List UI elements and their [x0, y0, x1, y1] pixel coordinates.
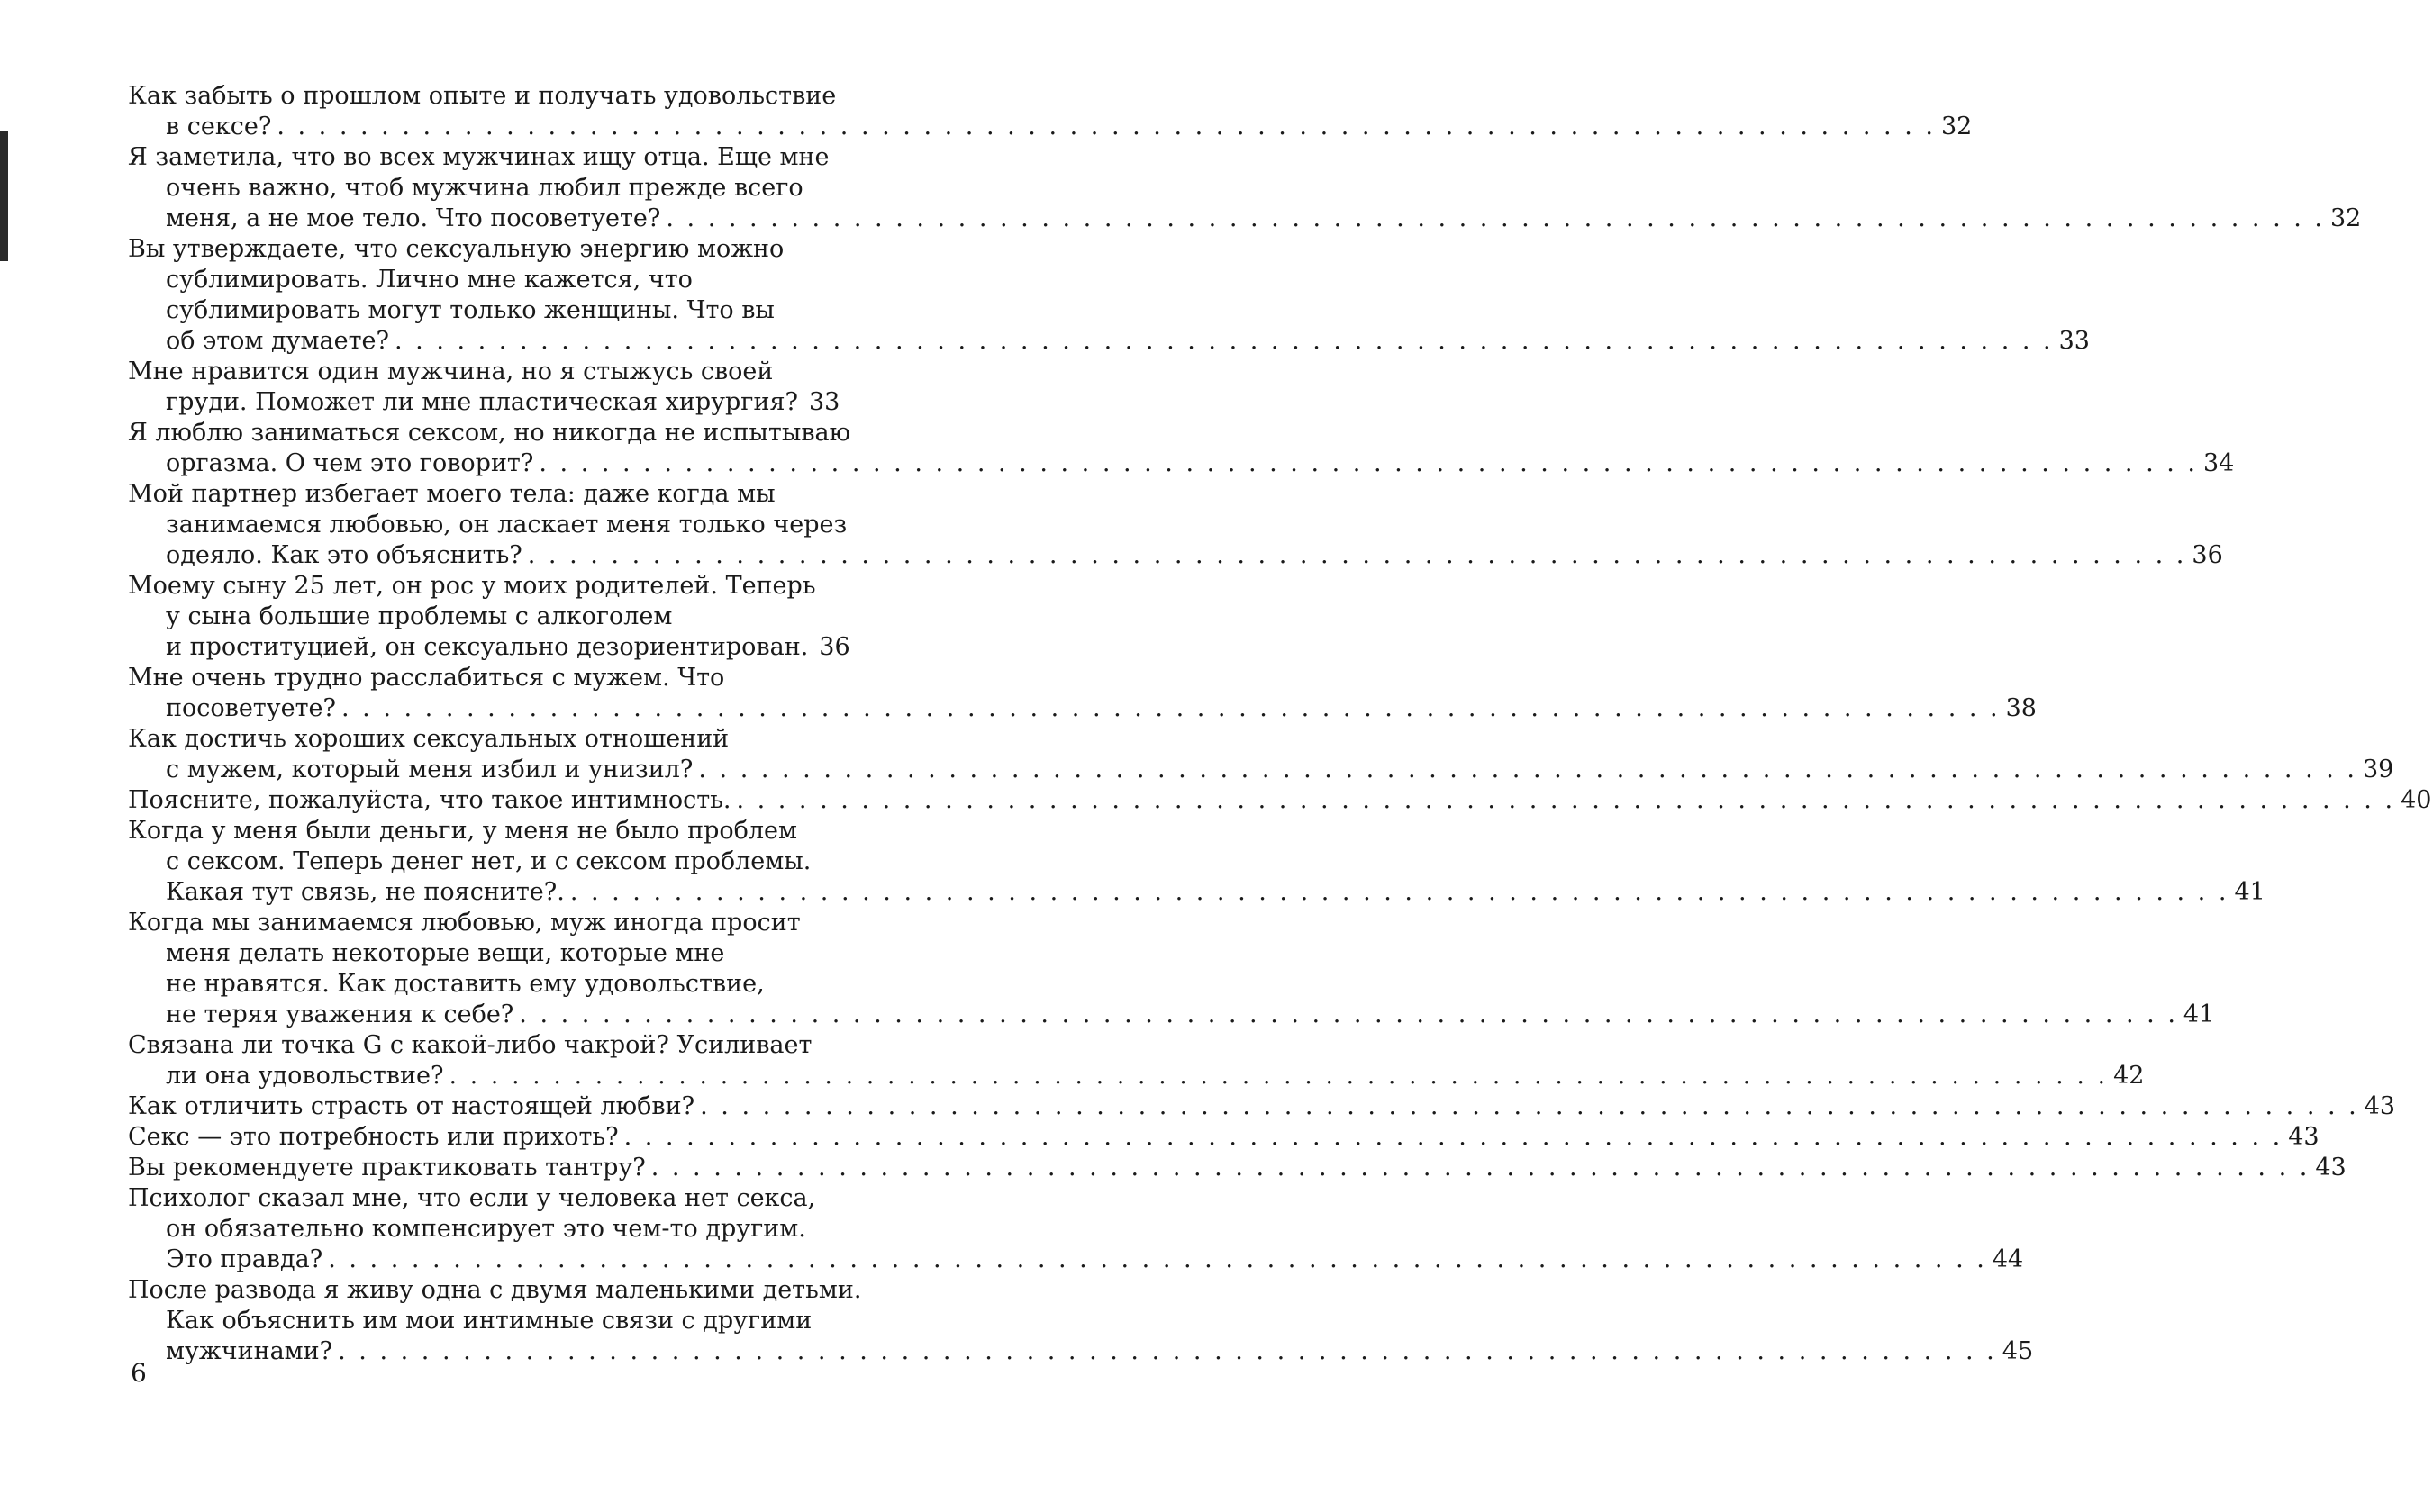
toc-entry-last-line	[128, 1061, 2145, 1091]
dot-leader: . . . . . . . . . . . . . . . . . . . . . . . . . . . . . . . . . . . . . . . . . . . . . . . . . . . . . . . . . . . . . . . . . . . . . . . . . . . . . . . .	[341, 694, 2001, 722]
dot-leader: . . . . . . . . . . . . . . . . . . . . . . . . . . . . . . . . . . . . . . . . . . . . . . . . . . . . . . . . . . . . . . . . . . . . . . . . . . . . . . . .	[338, 1337, 1997, 1365]
toc-entry-line: не нравятся. Как доставить ему удовольствие,	[166, 970, 765, 998]
toc-entry[interactable]	[128, 908, 2215, 1030]
toc-entry-page-number: 43	[2288, 1123, 2320, 1151]
toc-entry-line: Вы утверждаете, что сексуальную энергию можно	[128, 235, 785, 263]
toc-entry-title-end: Какая тут связь, не поясните?.	[166, 878, 565, 906]
toc-entry-title-end: посоветуете?	[166, 694, 336, 722]
dot-leader: . . . . . . . . . . . . . . . . . . . . . . . . . . . . . . . . . . . . . . . . . . . . . . . . . . . . . . . . . . . . . . . . . . . . . . . . . . . . . . . .	[449, 1062, 2109, 1090]
toc-entry-line: Мне нравится один мужчина, но я стыжусь своей	[128, 358, 774, 385]
toc-entry-page-number: 43	[2364, 1092, 2396, 1120]
toc-entry-line: очень важно, чтоб мужчина любил прежде всего	[166, 174, 803, 202]
dot-leader: . . . . . . . . . . . . . . . . . . . . . . . . . . . . . . . . . . . . . . . . . . . . . . . . . . . . . . . . . . . . . . . . . . . . . . . . . . . . . . . .	[539, 449, 2198, 477]
toc-entry[interactable]	[128, 663, 2037, 724]
toc-entry-page-number: 36	[2192, 541, 2223, 569]
toc-entry-last-line	[128, 877, 2265, 908]
toc-entry-line: Мне очень трудно расслабиться с мужем. Что	[128, 664, 725, 692]
toc-entry-last-line	[128, 448, 2235, 479]
toc-entry-page-number: 38	[2005, 694, 2037, 722]
toc-entry-last-line	[128, 1153, 2347, 1183]
toc-entry-line: Я заметила, что во всех мужчинах ищу отца. Еще мне	[128, 143, 830, 171]
toc-entry-last-line	[128, 112, 1973, 142]
toc-entry-page-number: 36	[819, 633, 850, 661]
toc-entry-line: Моему сыну 25 лет, он рос у моих родителей. Теперь	[128, 572, 816, 600]
toc-entry-last-line	[128, 1336, 2034, 1367]
toc-entry-title-end: ли она удовольствие?	[166, 1062, 444, 1090]
toc-entry-line: он обязательно компенсирует это чем-то другим.	[166, 1215, 806, 1243]
toc-entry[interactable]	[128, 1153, 2347, 1183]
toc-entry-line: меня делать некоторые вещи, которые мне	[166, 939, 725, 967]
dot-leader: . . . . . . . . . . . . . . . . . . . . . . . . . . . . . . . . . . . . . . . . . . . . . . . . . . . . . . . . . . . . . . . . . . . . . . . . . . . . . . . .	[650, 1154, 2310, 1182]
toc-entry-line: у сына большие проблемы с алкоголем	[166, 602, 673, 630]
toc-entry[interactable]	[128, 234, 2090, 357]
dot-leader: . . . . . . . . . . . . . . . . . . . . . . . . . . . . . . . . . . . . . . . . . . . . . . . . . . . . . . . . . . . . . . . . . . . . . . . . . . . . . . . .	[623, 1123, 2283, 1151]
toc-entry-page-number: 32	[2330, 204, 2362, 232]
toc-entry-title-end: с мужем, который меня избил и унизил?	[166, 756, 694, 783]
toc-entry-title-end: Это правда?	[166, 1245, 323, 1273]
dot-leader: . . . . . . . . . . . . . . . . . . . . . . . . . . . . . . . . . . . . . . . . . . . . . . . . . . . . . . . . . . . . . . . . . . . . . . . . . . . . . . . .	[700, 1092, 2359, 1120]
dot-leader: . . . . . . . . . . . . . . . . . . . . . . . . . . . . . . . . . . . . . . . . . . . . . . . . . . . . . . . . . . . . . . . . . . . . . . . . . . . . . . . .	[394, 327, 2054, 355]
toc-entry-title-end: об этом думаете?	[166, 327, 389, 355]
toc-entry-page-number: 34	[2202, 449, 2235, 477]
page-edge-mark	[0, 131, 8, 261]
dot-leader: . . . . . . . . . . . . . . . . . . . . . . . . . . . . . . . . . . . . . . . . . . . . . . . . . . . . . . . . . . . . . . . . . . . . . . . . . . . . . . . .	[736, 786, 2396, 814]
toc-entry-page-number: 42	[2113, 1062, 2145, 1090]
page-number: 6	[131, 1358, 147, 1388]
toc-entry-page-number: 43	[2315, 1154, 2347, 1182]
toc-entry[interactable]	[128, 142, 2362, 234]
dot-leader: . . . . . . . . . . . . . . . . . . . . . . . . . . . . . . . . . . . . . . . . . . . . . . . . . . . . . . . . . . . . . . . . . . . . . . . . . . . . . . . .	[527, 541, 2187, 569]
dot-leader: . . . . . . . . . . . . . . . . . . . . . . . . . . . . . . . . . . . . . . . . . . . . . . . . . . . . . . . . . . . . . . . . . . . . . . . . . . . . . . . .	[277, 113, 1936, 140]
toc-entry-last-line	[128, 540, 2223, 571]
toc-entry-last-line	[128, 785, 2432, 816]
toc-entry-last-line	[128, 387, 840, 418]
toc-entry-line: Как забыть о прошлом опыте и получать удовольствие	[128, 82, 837, 110]
toc-entry-page-number: 45	[2002, 1337, 2034, 1365]
toc-entry[interactable]	[128, 357, 840, 418]
toc-entry[interactable]	[128, 1122, 2320, 1153]
toc-entry-page-number: 32	[1940, 113, 1973, 140]
toc-entry-line: Когда у меня были деньги, у меня не было проблем	[128, 817, 798, 845]
toc-entry-title-end: одеяло. Как это объяснить?	[166, 541, 522, 569]
toc-entry-page-number: 33	[2058, 327, 2090, 355]
toc-entry-line: Как объяснить им мои интимные связи с другими	[166, 1307, 813, 1335]
toc-entry-line: Мой партнер избегает моего тела: даже когда мы	[128, 480, 776, 508]
dot-leader: . . . . . . . . . . . . . . . . . . . . . . . . . . . . . . . . . . . . . . . . . . . . . . . . . . . . . . . . . . . . . . . . . . . . . . . . . . . . . . . .	[569, 878, 2229, 906]
toc-entry-title-end: мужчинами?	[166, 1337, 333, 1365]
toc-entry-title-end: груди. Поможет ли мне пластическая хирургия?	[166, 388, 798, 416]
toc-entry-line: Я люблю заниматься сексом, но никогда не испытываю	[128, 419, 851, 447]
toc-entry-line: с сексом. Теперь денег нет, и с сексом проблемы.	[166, 847, 812, 875]
toc-entry[interactable]	[128, 785, 2432, 816]
toc-entry-page-number: 33	[808, 388, 840, 416]
toc-entry-last-line	[128, 326, 2090, 357]
toc-entry[interactable]	[128, 1091, 2396, 1122]
toc-entry-line: Как достичь хороших сексуальных отношений	[128, 725, 730, 753]
toc-entry[interactable]	[128, 1275, 2034, 1367]
dot-leader: . . . . . . . . . . . . . . . . . . . . . . . . . . . . . . . . . . . . . . . . . . . . . . . . . . . . . . . . . . . . . . . . . . . . . . . . . . . . . . . .	[519, 1000, 2178, 1028]
toc-entry-title-end: Секс — это потребность или прихоть?	[128, 1123, 619, 1151]
toc-entry-line: сублимировать. Лично мне кажется, что	[166, 266, 693, 294]
toc-entry-title-end: Как отличить страсть от настоящей любви?	[128, 1092, 695, 1120]
toc-entry-title-end: Поясните, пожалуйста, что такое интимность.	[128, 786, 731, 814]
toc-entry-page-number: 39	[2362, 756, 2394, 783]
toc-entry-title-end: Вы рекомендуете практиковать тантру?	[128, 1154, 646, 1182]
toc-entry-title-end: меня, а не мое тело. Что посоветуете?	[166, 204, 661, 232]
table-of-contents	[128, 81, 2432, 1367]
toc-entry-last-line	[128, 693, 2037, 724]
toc-entry[interactable]	[128, 479, 2223, 571]
toc-entry-title-end: оргазма. О чем это говорит?	[166, 449, 534, 477]
dot-leader: . . . . . . . . . . . . . . . . . . . . . . . . . . . . . . . . . . . . . . . . . . . . . . . . . . . . . . . . . . . . . . . . . . . . . . . . . . . . . . . .	[666, 204, 2325, 232]
toc-entry[interactable]	[128, 1183, 2024, 1275]
toc-entry-line: Связана ли точка G с какой-либо чакрой? Усиливает	[128, 1031, 813, 1059]
dot-leader: . . . . . . . . . . . . . . . . . . . . . . . . . . . . . . . . . . . . . . . . . . . . . . . . . . . . . . . . . . . . . . . . . . . . . . . . . . . . . . . .	[328, 1245, 1987, 1273]
toc-entry-last-line	[128, 1000, 2215, 1030]
toc-entry[interactable]	[128, 571, 850, 663]
toc-entry[interactable]	[128, 816, 2265, 908]
toc-entry-line: сублимировать могут только женщины. Что вы	[166, 296, 775, 324]
toc-entry-line: Когда мы занимаемся любовью, муж иногда просит	[128, 909, 801, 937]
toc-entry[interactable]	[128, 724, 2394, 785]
toc-entry-line: Психолог сказал мне, что если у человека нет секса,	[128, 1184, 816, 1212]
toc-entry-line: После развода я живу одна с двумя маленькими детьми.	[128, 1276, 862, 1304]
toc-entry-last-line	[128, 1245, 2024, 1275]
toc-entry-title-end: не теряя уважения к себе?	[166, 1000, 514, 1028]
toc-entry-last-line	[128, 755, 2394, 785]
toc-entry-line: занимаемся любовью, он ласкает меня только через	[166, 511, 848, 539]
dot-leader: . . . . . . . . . . . . . . . . . . . . . . . . . . . . . . . . . . . . . . . . . . . . . . . . . . . . . . . . . . . . . . . . . . . . . . . . . . . . . . . .	[698, 756, 2357, 783]
toc-entry-page-number: 40	[2401, 786, 2432, 814]
toc-entry-page-number: 44	[1992, 1245, 2024, 1273]
toc-entry[interactable]	[128, 81, 1973, 142]
toc-entry-title-end: в сексе?	[166, 113, 272, 140]
toc-entry-last-line	[128, 204, 2362, 234]
toc-entry-page-number: 41	[2183, 1000, 2215, 1028]
toc-entry-last-line	[128, 632, 850, 663]
toc-entry-page-number: 41	[2234, 878, 2265, 906]
toc-entry-last-line	[128, 1091, 2396, 1122]
toc-entry-title-end: и проституцией, он сексуально дезориентирован.	[166, 633, 809, 661]
toc-entry-last-line	[128, 1122, 2320, 1153]
toc-entry[interactable]	[128, 418, 2235, 479]
toc-entry[interactable]	[128, 1030, 2145, 1091]
